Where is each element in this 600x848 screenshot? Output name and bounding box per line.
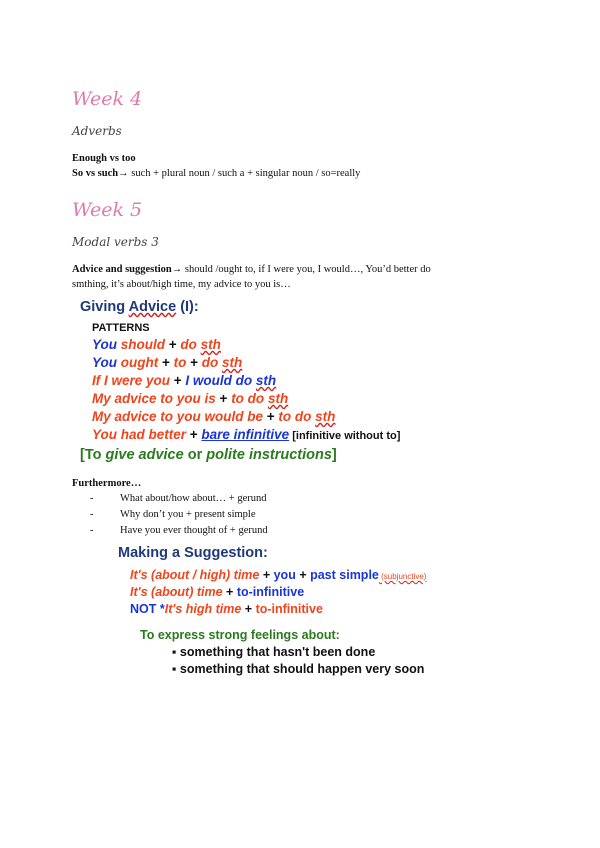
dash-icon: - [90,525,94,536]
advice-line-1 [72,263,431,277]
p2-e: + [186,355,202,370]
p1-a: You [92,337,121,352]
giving-advice-heading [80,299,199,315]
s2-c: to-infinitive [236,585,305,599]
p2-g: sth [222,355,243,370]
s2-b: + [222,585,237,599]
p4-a: My advice to you is [92,391,216,406]
strong-feelings-heading: To express strong feelings about: [140,628,340,642]
s3-a: NOT * [130,602,165,616]
p1-b: should [120,337,165,352]
p5-b: + [263,409,279,424]
dash-icon: - [90,509,94,520]
enough-vs-too: Enough vs too [72,153,136,164]
p2-d: to [173,355,187,370]
p3-b: + [170,373,186,388]
arrow-icon: → [118,168,129,179]
furthermore-item-2 [90,508,256,522]
s1-f: (subjunctive) [378,572,427,581]
p1-e: sth [200,337,221,352]
advice-pattern-1 [92,337,221,352]
advice-pattern-4 [92,391,288,406]
p3-c: I would do [185,373,256,388]
p3-d: sth [255,373,277,388]
p2-f: do [201,355,223,370]
week-4-title: Week 4 [72,88,143,110]
advice-pattern-6 [92,427,400,442]
p2-b: ought [120,355,159,370]
s1-b: + [259,568,274,582]
advice-pattern-3 [92,373,276,388]
s3-d: to-infinitive [255,602,323,616]
note-c: or [183,447,207,463]
bullet-text: something that should happen very soon [179,662,425,676]
suggestion-line-1 [130,568,426,582]
p5-d: sth [315,409,336,424]
giving-advice-h3: (I): [176,299,199,315]
s1-d: + [295,568,311,582]
list-item: What about/how about… + gerund [120,493,267,504]
advice-line-2: smthing, it’s about/high time, my advice to you is… [72,279,291,290]
p6-a: You had better [92,427,187,442]
s2-a: It's (about) time [130,585,223,599]
note-e: ] [331,447,337,463]
suggestion-line-3 [130,602,323,616]
p2-c: + [158,355,174,370]
strong-bullet-1 [172,645,375,659]
strong-bullet-2 [172,662,424,676]
p5-c: to do [278,409,316,424]
giving-advice-h2: Advice [128,299,177,315]
advice-pattern-2 [92,355,242,370]
dash-icon: - [90,493,94,504]
week-5-title: Week 5 [72,199,143,221]
p2-a: You [92,355,121,370]
bullet-icon: ▪ [172,645,177,659]
p6-d: [infinitive without to] [289,430,401,442]
advice-text-1: should /ought to, if I were you, I would…, You’d better do [182,264,431,275]
p1-c: + [165,337,181,352]
suggestion-line-2 [130,585,304,599]
advice-label: Advice and suggestion [72,264,172,275]
giving-advice-h1: Giving [80,299,129,315]
p3-a: If I were you [92,373,171,388]
s1-c: you [273,568,296,582]
so-vs-such-line [72,167,360,181]
patterns-label: PATTERNS [92,322,150,334]
p4-b: + [215,391,232,406]
week-5-subtitle: Modal verbs 3 [72,235,159,249]
list-item: Why don’t you + present simple [120,509,256,520]
s3-c: + [241,602,256,616]
note-b: give advice [105,447,184,463]
p6-b: + [186,427,202,442]
s1-a: It's (about / high) time [130,568,260,582]
advice-pattern-5 [92,409,335,424]
furthermore-item-1 [90,492,266,506]
s3-b: It's high time [164,602,242,616]
so-vs-such-text: such + plural noun / such a + singular noun / so=really [128,168,361,179]
arrow-icon: → [171,264,183,275]
week-4-subtitle: Adverbs [72,124,122,138]
bullet-icon: ▪ [172,662,177,676]
furthermore-item-3 [90,524,268,538]
p5-a: My advice to you would be [92,409,264,424]
list-item: Have you ever thought of + gerund [120,525,268,536]
suggestion-heading: Making a Suggestion: [118,545,268,561]
s1-e: past simple [310,568,379,582]
furthermore-title: Furthermore… [72,478,142,489]
p4-c: to do [231,391,268,406]
p4-d: sth [267,391,289,406]
note-d: polite instructions [206,447,332,463]
so-vs-such-label: So vs such [72,168,119,179]
note-a: [To [80,447,106,463]
bullet-text: something that hasn't been done [179,645,376,659]
p1-d: do [180,337,201,352]
p6-c: bare infinitive [201,427,290,442]
advice-note [80,447,337,463]
